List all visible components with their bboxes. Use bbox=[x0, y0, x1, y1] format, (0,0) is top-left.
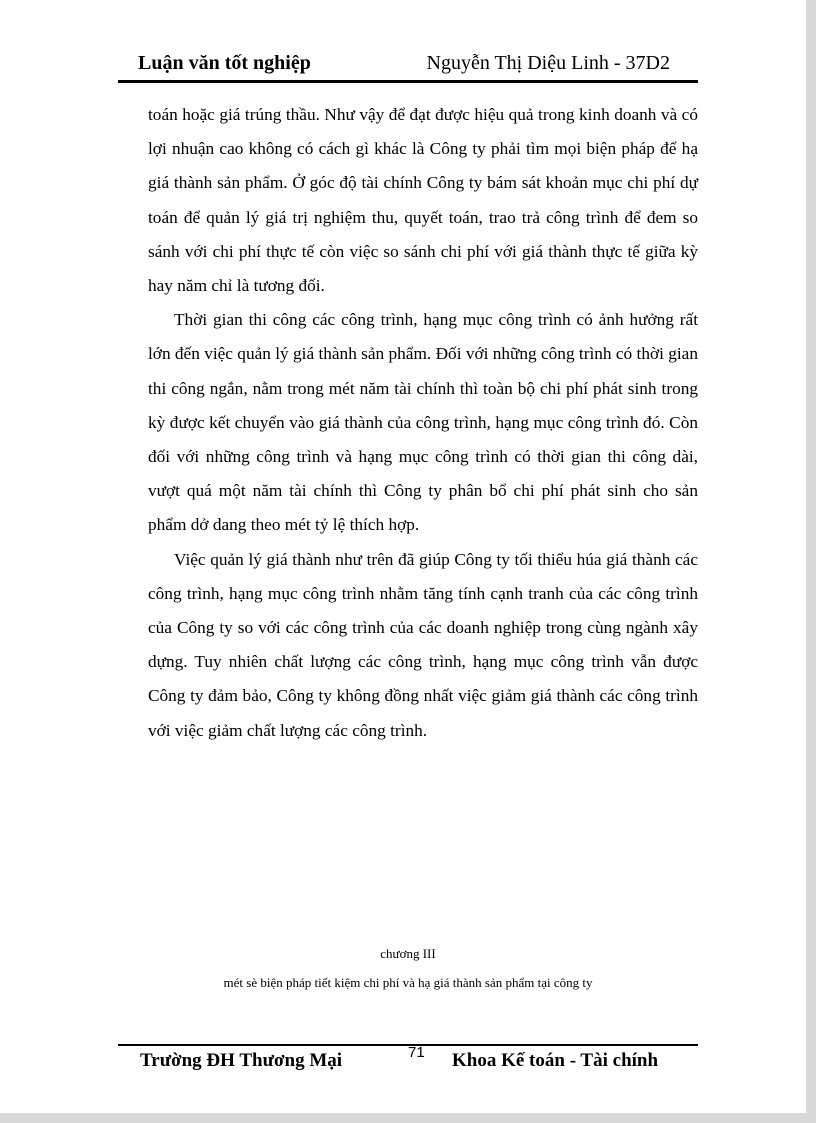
footer-faculty: Khoa Kế toán - Tài chính bbox=[452, 1050, 659, 1071]
paragraph-3: Việc quản lý giá thành như trên đã giúp Công ty tối thiểu húa giá thành các công trình, hạng mục công trình nhằm tăng tính cạnh tranh của các công trình của Công ty so với các công trình của các doanh nghiệp trong cùng ngành xây dựng. Tuy nhiên chất lượng các công trình, hạng mục công trình vẫn được Công ty đảm bảo, Công ty không đồng nhất việc giảm giá thành các công trình với việc giảm chất lượng các công trình. bbox=[148, 549, 698, 740]
header-thesis-label: Luận văn tốt nghiệp bbox=[138, 52, 311, 74]
header-author: Nguyễn Thị Diệu Linh - 37D2 bbox=[426, 52, 670, 74]
page-header bbox=[118, 52, 698, 82]
body-text bbox=[148, 98, 698, 748]
chapter-title: chương III bbox=[380, 946, 436, 961]
chapter-subtitle: mét sè biện pháp tiết kiệm chi phí và hạ giá thành sản phẩm tại công ty bbox=[223, 975, 593, 990]
paragraph-2: Thời gian thi công các công trình, hạng mục công trình có ảnh hưởng rất lớn đến việc quản lý giá thành sản phẩm. Đối với những công trình có thời gian thi công ngắn, nằm trong mét năm tài chính thì toàn bộ chi phí phát sinh trong kỳ được kết chuyển vào giá thành của công trình, hạng mục công trình đó. Còn đối với những công trình và hạng mục công trình có thời gian thi công dài, vượt quá một năm tài chính thì Công ty phân bổ chi phí phát sinh cho sản phẩm dở dang theo mét tỷ lệ thích hợp. bbox=[148, 310, 698, 535]
page-shadow-right bbox=[806, 0, 816, 1123]
page-shadow-bottom bbox=[0, 1113, 816, 1123]
paragraph-1: toán hoặc giá trúng thầu. Như vậy để đạt được hiệu quả trong kinh doanh và có lợi nhuận cao không có cách gì khác là Công ty phải tìm mọi biện pháp để hạ giá thành sản phẩm. Ở góc độ tài chính Công ty bám sát khoản mục chi phí dự toán để quản lý giá trị nghiệm thu, quyết toán, trao trả công trình để đem so sánh với chi phí thực tế còn việc so sánh chi phí với giá thành thực tế giữa kỳ hay năm chỉ là tương đối. bbox=[148, 105, 698, 296]
footer-university: Trường ĐH Thương Mại bbox=[140, 1050, 343, 1071]
page-number: 71 bbox=[408, 1044, 425, 1061]
header-divider bbox=[118, 80, 698, 83]
